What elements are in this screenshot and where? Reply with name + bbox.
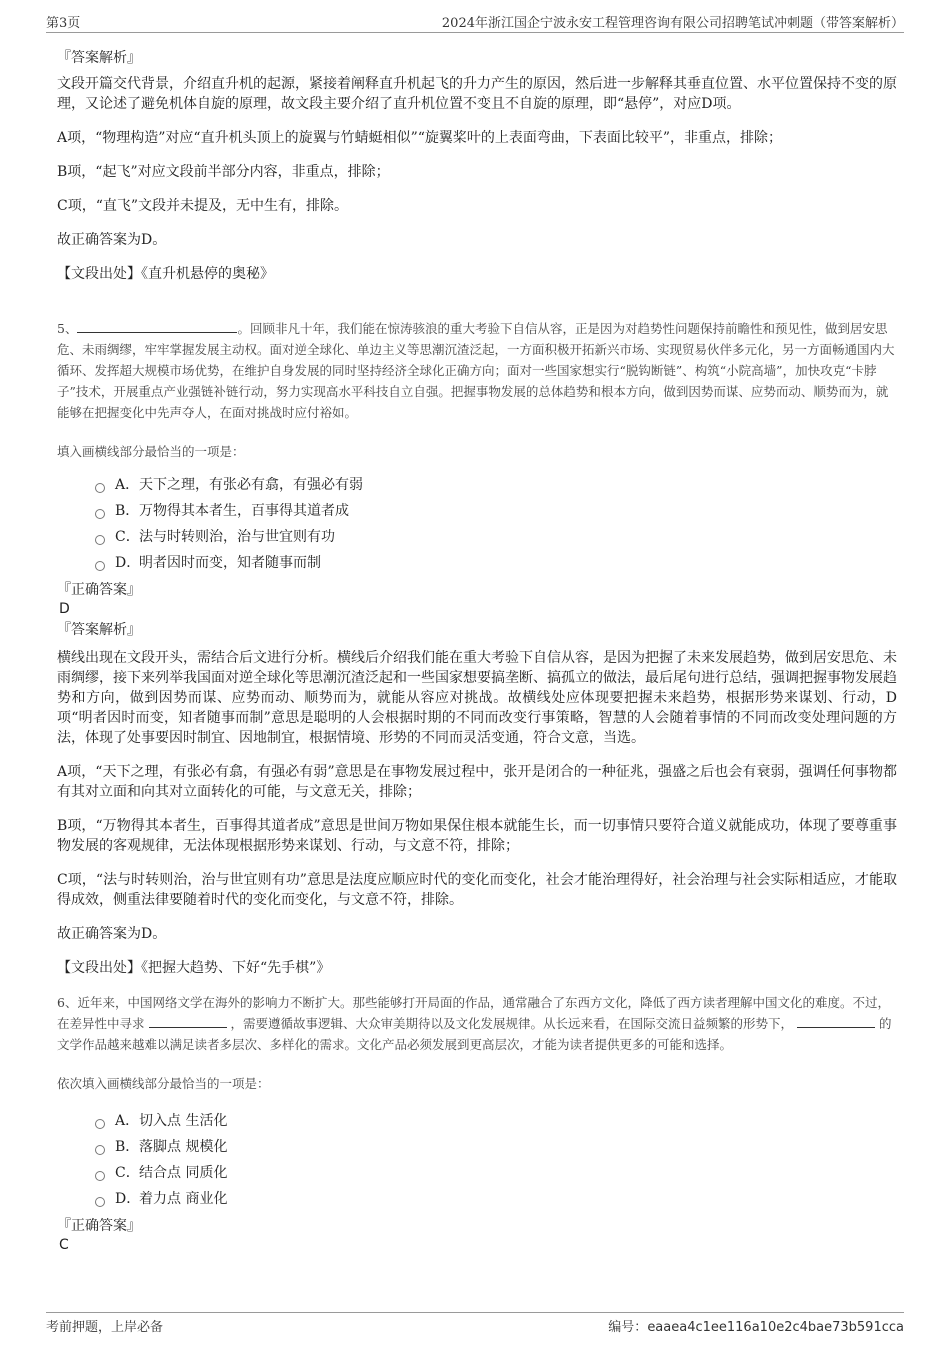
q6-option-a[interactable] [95, 1108, 897, 1134]
q5-options [95, 472, 897, 576]
q5-option-d[interactable] [95, 550, 897, 576]
option-letter: D． [115, 555, 141, 571]
document-title: 2024年浙江国企宁波永安工程管理咨询有限公司招聘笔试冲刺题（带答案解析） [441, 16, 904, 31]
radio-icon[interactable] [95, 1145, 105, 1155]
q5-answer-heading: 『正确答案』 [57, 582, 141, 598]
q5-analysis-option-c: C项，“法与时转则治，治与世宜则有功”意思是法度应顺应时代的变化而变化，社会才能治理得好，社会治理与社会实际相适应，才能取得成效，侧重法律要随着时代的变化而变化，与文意不符，排除。 [57, 872, 897, 908]
q4-conclusion: 故正确答案为D。 [57, 232, 167, 248]
q5-conclusion: 故正确答案为D。 [57, 926, 167, 942]
option-letter: C． [115, 529, 140, 545]
q6-blank-1 [149, 1013, 227, 1028]
option-letter: B． [115, 503, 140, 519]
q4-analysis-option-a: A项，“物理构造”对应“直升机头顶上的旋翼与竹蜻蜓相似”“旋翼桨叶的上表面弯曲，下表面比较平”，非重点，排除； [57, 130, 783, 146]
option-letter: D． [115, 1191, 141, 1207]
radio-icon[interactable] [95, 1119, 105, 1129]
radio-icon[interactable] [95, 561, 105, 571]
page-number: 第3页 [46, 16, 81, 31]
q5-stem-text: 。回顾非凡十年，我们能在惊涛骇浪的重大考验下自信从容，正是因为对趋势性问题保持前瞻性和预见性，做到居安思危、未雨绸缪，牢牢掌握发展主动权。面对逆全球化、单边主义等思潮沉渣泛起，一方面积极开拓新兴市场、实现贸易伙伴多元化，另一方面畅通国内大循环、发挥超大规模市场优势，在维护自身发展的同时坚持经济全球化正确方向；面对一些国家想实行“脱钩断链”、构筑“小院高墙”，加快攻克“卡脖子”技术，开展重点产业强链补链行动，努力实现高水平科技自立自强。把握事物发展的总体趋势和根本方向，做到因势而谋、应势而动、顺势而为，就能够在把握变化中先声夺人，在面对挑战时应付裕如。 [57, 321, 895, 420]
footer-slogan: 考前押题，上岸必备 [46, 1320, 164, 1335]
q4-analysis-option-b: B项，“起飞”对应文段前半部分内容，非重点，排除； [57, 164, 390, 180]
radio-icon[interactable] [95, 1171, 105, 1181]
footer-code [608, 1316, 904, 1335]
q6-options [95, 1108, 897, 1212]
q6-stem-part2: ，需要遵循故事逻辑、大众审美期待以及文化发展规律。从长远来看，在国际交流日益频繁的形势下， [230, 1016, 794, 1031]
q4-analysis-heading: 『答案解析』 [57, 50, 141, 66]
option-text: 天下之理，有张必有翕，有强必有弱 [139, 477, 363, 493]
footer-code-value: eaaea4c1ee116a10e2c4bae73b591cca [647, 1320, 904, 1335]
q6-option-d[interactable] [95, 1186, 897, 1212]
radio-icon[interactable] [95, 535, 105, 545]
q5-option-c[interactable] [95, 524, 897, 550]
option-text: 万物得其本者生，百事得其道者成 [139, 503, 349, 519]
option-letter: A． [115, 1113, 140, 1129]
q6-number: 6、 [57, 995, 78, 1010]
q5-source: 【文段出处】《把握大趋势、下好“先手棋”》 [57, 960, 331, 976]
option-text: 明者因时而变，知者随事而制 [139, 555, 321, 571]
q6-stem-part1: 近年来，中国网络文学在海外的影响力不断扩大。那些能够打开局面的作品，通常融合了东西方文化，降低了西方读者理解中国文化的难度。不过，在差异性中寻求 [57, 995, 890, 1031]
q4-source: 【文段出处】《直升机悬停的奥秘》 [57, 266, 274, 282]
q5-option-b[interactable] [95, 498, 897, 524]
option-letter: A． [115, 477, 140, 493]
q6-answer: C [59, 1237, 69, 1253]
option-letter: C． [115, 1165, 140, 1181]
option-text: 切入点 生活化 [139, 1113, 228, 1129]
q6-stem [57, 992, 897, 1055]
page-footer [46, 1312, 904, 1335]
q5-number: 5、 [57, 321, 78, 336]
q6-option-b[interactable] [95, 1134, 897, 1160]
q5-answer: D [59, 601, 70, 617]
option-text: 法与时转则治，治与世宜则有功 [139, 529, 335, 545]
radio-icon[interactable] [95, 1197, 105, 1207]
q4-analysis-option-c: C项，“直飞”文段并未提及，无中生有，排除。 [57, 198, 349, 214]
q6-blank-2 [797, 1013, 875, 1028]
q5-analysis-option-b: B项，“万物得其本者生，百事得其道者成”意思是世间万物如果保住根本就能生长，而一切事情只要符合道义就能成功，体现了要尊重事物发展的客观规律，无法体现根据形势来谋划、行动，与文意不符，排除； [57, 818, 897, 854]
option-text: 落脚点 规模化 [139, 1139, 228, 1155]
q5-analysis-heading: 『答案解析』 [57, 622, 141, 638]
footer-code-label: 编号： [608, 1320, 648, 1335]
q6-option-c[interactable] [95, 1160, 897, 1186]
q5-option-a[interactable] [95, 472, 897, 498]
q6-answer-heading: 『正确答案』 [57, 1218, 141, 1234]
radio-icon[interactable] [95, 483, 105, 493]
option-text: 着力点 商业化 [139, 1191, 228, 1207]
document-body [57, 38, 897, 1254]
page-header [46, 10, 904, 33]
q5-analysis-paragraph: 横线出现在文段开头，需结合后文进行分析。横线后介绍我们能在重大考验下自信从容，是因为把握了未来发展趋势，做到居安思危、未雨绸缪，接下来列举我国面对逆全球化等思潮沉渣泛起和一些国家想要搞垄断、搞孤立的做法，最后尾句进行总结，强调把握事物发展趋势和方向，做到因势而谋、应势而动、顺势而为，就能从容应对挑战。故横线处应体现要把握未来趋势，根据形势来谋划、行动，D项“明者因时而变，知者随事而制”意思是聪明的人会根据时期的不同而改变行事策略，智慧的人会随着事情的不同而改变处理问题的方法，体现了处事要因时制宜、因地制宜，根据情境、形势的不同而灵活变通，符合文意，当选。 [57, 650, 897, 746]
q5-analysis-option-a: A项，“天下之理，有张必有翕，有强必有弱”意思是在事物发展过程中，张开是闭合的一种征兆，强盛之后也会有衰弱，强调任何事物都有其对立面和向其对立面转化的可能，与文意无关，排除； [57, 764, 897, 800]
q6-prompt: 依次填入画横线部分最恰当的一项是： [57, 1076, 270, 1091]
q6-stem-part3: 的文学作品越来越难以满足读者多层次、多样化的需求。文化产品必须发展到更高层次，才能为读者提供更多的可能和选择。 [57, 1016, 892, 1052]
q4-analysis-paragraph: 文段开篇交代背景，介绍直升机的起源，紧接着阐释直升机起飞的升力产生的原因，然后进一步解释其垂直位置、水平位置保持不变的原理，又论述了避免机体自旋的原理，故文段主要介绍了直升机位置不变且不自旋的原理，即“悬停”，对应D项。 [57, 76, 897, 112]
option-text: 结合点 同质化 [139, 1165, 228, 1181]
q5-prompt: 填入画横线部分最恰当的一项是： [57, 444, 245, 459]
q5-blank [77, 318, 237, 333]
option-letter: B． [115, 1139, 140, 1155]
radio-icon[interactable] [95, 509, 105, 519]
q5-stem [57, 318, 897, 423]
